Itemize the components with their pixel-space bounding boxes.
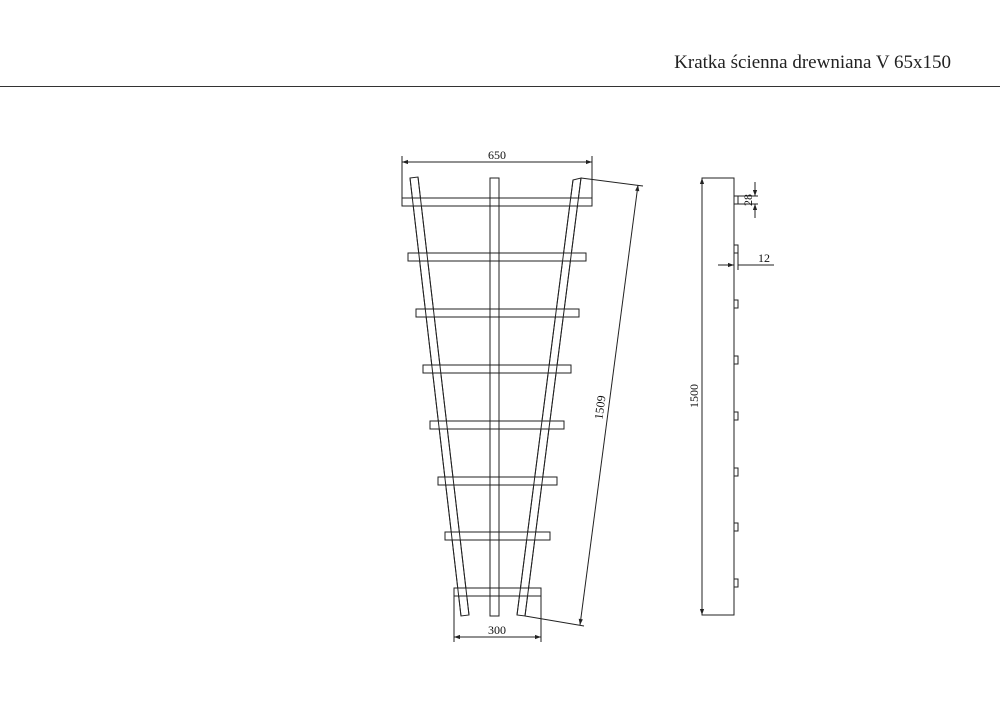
- side-slat-5: [734, 412, 738, 420]
- side-view: [702, 178, 738, 615]
- front-view: [402, 177, 592, 616]
- side-slat-4: [734, 356, 738, 364]
- right-post-edge-inner: [517, 180, 573, 615]
- slat-7: [445, 532, 550, 540]
- side-slat-8: [734, 579, 738, 587]
- right-post-edge-outer: [525, 178, 581, 616]
- dim-bottom-width-label: 300: [488, 623, 506, 637]
- dim-diagonal-label: 1509: [591, 394, 609, 421]
- dim-slat-depth-label: 12: [758, 251, 770, 265]
- center-post: [490, 178, 499, 616]
- side-post: [702, 178, 734, 615]
- dim-diagonal: [525, 178, 643, 626]
- side-slat-3: [734, 300, 738, 308]
- slat-6: [438, 477, 557, 485]
- side-slat-1: [734, 196, 738, 204]
- dim-height-label: 1500: [687, 384, 701, 408]
- left-post-edge-inner: [418, 177, 469, 615]
- slat-1: [402, 198, 592, 206]
- side-slat-7: [734, 523, 738, 531]
- right-post: [517, 178, 581, 616]
- slat-2: [408, 253, 586, 261]
- drawing-title: Kratka ścienna drewniana V 65x150: [674, 52, 951, 73]
- slat-3: [416, 309, 579, 317]
- dim-slat-thickness-label: 28: [741, 194, 755, 206]
- side-slat-6: [734, 468, 738, 476]
- left-post: [410, 177, 469, 616]
- left-post-edge-outer: [410, 178, 461, 616]
- dim-top-width-label: 650: [488, 148, 506, 162]
- slat-5: [430, 421, 564, 429]
- side-slat-2: [734, 245, 738, 253]
